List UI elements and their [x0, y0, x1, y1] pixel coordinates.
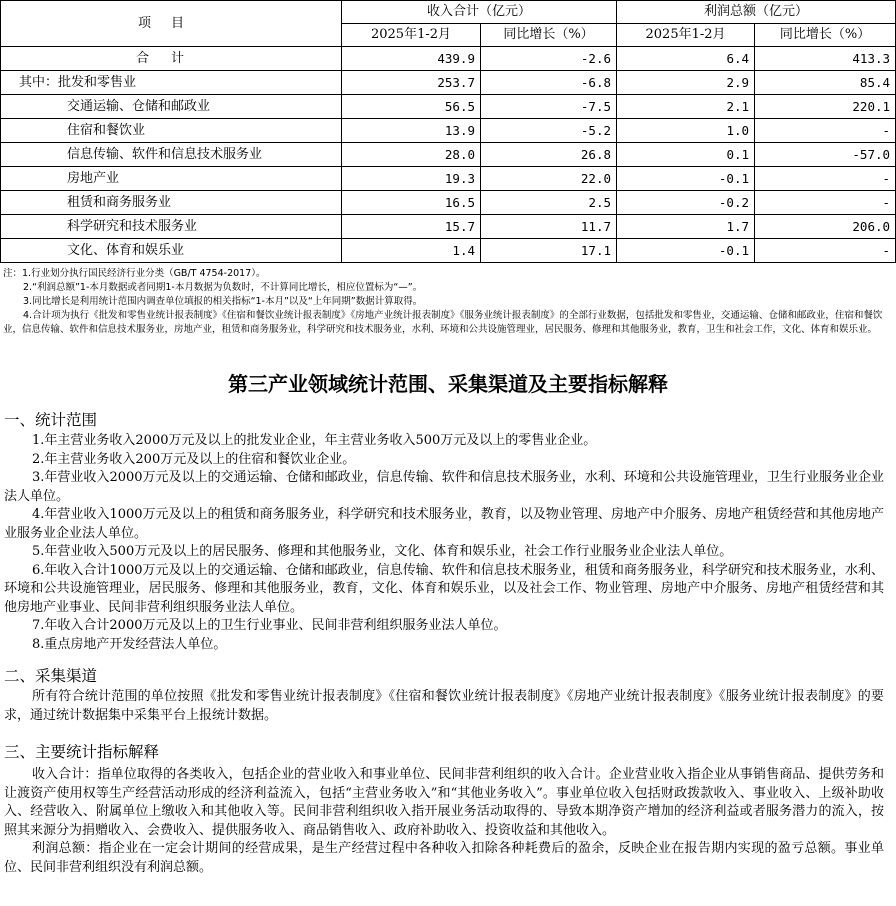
table-row — [1, 71, 896, 95]
row-label: 房地产业 — [1, 167, 342, 191]
profit-growth-cell: - — [755, 191, 896, 215]
income-growth-cell: 17.1 — [481, 239, 617, 263]
header-profit-growth: 同比增长（%） — [755, 24, 896, 47]
profit-cell: 2.1 — [617, 95, 755, 119]
income-growth-cell: -5.2 — [481, 119, 617, 143]
scope-item: 4.年营业收入1000万元及以上的租赁和商务服务业，科学研究和技术服务业，教育，以及物业管理、房地产中介服务、房地产租赁经营和其他房地产业服务业企业法人单位。 — [4, 507, 884, 541]
note-2: 2.“利润总额”1-本月数据或者同期1-本月数据为负数时，不计算同比增长，相应位置标为“—”。 — [23, 282, 423, 293]
table-row — [1, 215, 896, 239]
row-label: 租赁和商务服务业 — [1, 191, 342, 215]
section-scope-body — [4, 432, 884, 654]
scope-item: 7.年收入合计2000万元及以上的卫生行业事业、民间非营利组织服务业法人单位。 — [32, 618, 507, 633]
table-row — [1, 119, 896, 143]
income-growth-cell: 11.7 — [481, 215, 617, 239]
header-profit-period: 2025年1-2月 — [617, 24, 755, 47]
profit-growth-cell: 206.0 — [755, 215, 896, 239]
row-label: 信息传输、软件和信息技术服务业 — [1, 143, 342, 167]
scope-item: 2.年主营业务收入200万元及以上的住宿和餐饮业企业。 — [32, 451, 356, 467]
profit-growth-cell: - — [755, 239, 896, 263]
scope-item: 8.重点房地产开发经营法人单位。 — [32, 636, 227, 652]
section-heading-scope: 一、统计范围 — [4, 411, 98, 429]
table-row-total — [1, 47, 896, 71]
indicator-item: 利润总额：指企业在一定会计期间的经营成果，是生产经营过程中各种收入扣除各种耗费后的盈余，反映企业在报告期内实现的盈亏总额。事业单位、民间非营利组织没有利润总额。 — [4, 841, 884, 875]
income-cell: 16.5 — [342, 191, 481, 215]
profit-growth-cell: 220.1 — [755, 95, 896, 119]
profit-cell: 0.1 — [617, 143, 755, 167]
income-growth-cell: 26.8 — [481, 143, 617, 167]
income-growth-cell: -6.8 — [481, 71, 617, 95]
note-4: 4.合计项为执行《批发和零售业统计报表制度》《住宿和餐饮业统计报表制度》《房地产业统计报表制度》《服务业统计报表制度》的全部行业数据，包括批发和零售业，交通运输、仓储和邮政业，住宿和餐饮业，信息传输、软件和信息技术服务业，房地产业，租赁和商务服务业，科学研究和技术服务业，水利、环境和公共设施管理业，居民服务、修理和其他服务业，教育，卫生和社会工作，文化、体育和娱乐业。 — [3, 310, 883, 335]
scope-item: 3.年营业收入2000万元及以上的交通运输、仓储和邮政业，信息传输、软件和信息技术服务业，水利、环境和公共设施管理业，卫生行业服务业企业法人单位。 — [4, 470, 884, 504]
table-notes — [3, 267, 893, 337]
table-row — [1, 191, 896, 215]
indicator-item: 收入合计：指单位取得的各类收入，包括企业的营业收入和事业单位、民间非营利组织的收入合计。企业营业收入指企业从事销售商品、提供劳务和让渡资产使用权等生产经营活动形成的经济利益流入，包括“主营业务收入”和“其他业务收入”。事业单位收入包括财政拨款收入、事业收入、上级补助收入、经营收入、附属单位上缴收入和其他收入等。民间非营利组织收入指开展业务活动取得的、导致本期净资产增加的经济利益或者服务潜力的流入，按照其来源分为捐赠收入、会费收入、提供服务收入、商品销售收入、政府补助收入、投资收益和其他收入。 — [4, 767, 884, 838]
table-header-row — [1, 1, 896, 24]
row-label: 科学研究和技术服务业 — [1, 215, 342, 239]
header-item: 项目 — [1, 1, 342, 47]
profit-cell: -0.1 — [617, 239, 755, 263]
scope-item: 5.年营业收入500万元及以上的居民服务、修理和其他服务业，文化、体育和娱乐业，社会工作行业服务业企业法人单位。 — [32, 544, 733, 559]
section-channel-body — [4, 688, 884, 725]
income-growth-cell: -2.6 — [481, 47, 617, 71]
scope-item: 1.年主营业务收入2000万元及以上的批发业企业，年主营业务收入500万元及以上的零售业企业。 — [32, 433, 597, 448]
header-income-growth: 同比增长（%） — [481, 24, 617, 47]
row-label: 文化、体育和娱乐业 — [1, 239, 342, 263]
income-cell: 1.4 — [342, 239, 481, 263]
income-cell: 19.3 — [342, 167, 481, 191]
header-income-period: 2025年1-2月 — [342, 24, 481, 47]
row-label: 合计 — [1, 47, 342, 71]
header-profit-group: 利润总额（亿元） — [617, 1, 896, 24]
income-cell: 13.9 — [342, 119, 481, 143]
note-1: 注：1.行业划分执行国民经济行业分类（GB/T 4754-2017）。 — [3, 268, 266, 279]
profit-cell: -0.2 — [617, 191, 755, 215]
profit-cell: 2.9 — [617, 71, 755, 95]
section-heading-indicators: 三、主要统计指标解释 — [4, 743, 160, 761]
row-label: 交通运输、仓储和邮政业 — [1, 95, 342, 119]
income-cell: 28.0 — [342, 143, 481, 167]
income-cell: 15.7 — [342, 215, 481, 239]
profit-growth-cell: 85.4 — [755, 71, 896, 95]
row-label: 住宿和餐饮业 — [1, 119, 342, 143]
profit-cell: 1.7 — [617, 215, 755, 239]
income-cell: 253.7 — [342, 71, 481, 95]
profit-cell: -0.1 — [617, 167, 755, 191]
income-cell: 439.9 — [342, 47, 481, 71]
profit-growth-cell: - — [755, 167, 896, 191]
income-growth-cell: -7.5 — [481, 95, 617, 119]
scope-item: 6.年收入合计1000万元及以上的交通运输、仓储和邮政业，信息传输、软件和信息技术服务业，租赁和商务服务业，科学研究和技术服务业，水利、环境和公共设施管理业，居民服务、修理和其他服务业，教育，文化、体育和娱乐业，以及社会工作、物业管理、房地产中介服务、房地产租赁经营和其他房地产业事业、民间非营利组织服务业法人单位。 — [4, 562, 884, 615]
income-cell: 56.5 — [342, 95, 481, 119]
section-indicators-body — [4, 766, 884, 877]
table-row — [1, 143, 896, 167]
table-row — [1, 167, 896, 191]
statistics-table — [0, 0, 896, 263]
profit-cell: 6.4 — [617, 47, 755, 71]
profit-cell: 1.0 — [617, 119, 755, 143]
profit-growth-cell: -57.0 — [755, 143, 896, 167]
section-heading-channel: 二、采集渠道 — [4, 667, 98, 685]
header-income-group: 收入合计（亿元） — [342, 1, 617, 24]
table-row — [1, 95, 896, 119]
table-row — [1, 239, 896, 263]
row-label: 其中：批发和零售业 — [1, 71, 342, 95]
note-3: 3.同比增长是利用统计范围内调查单位填报的相关指标“1-本月”以及“上年同期”数据计算取得。 — [23, 296, 423, 307]
document-title: 第三产业领域统计范围、采集渠道及主要指标解释 — [228, 372, 668, 396]
income-growth-cell: 22.0 — [481, 167, 617, 191]
profit-growth-cell: - — [755, 119, 896, 143]
income-growth-cell: 2.5 — [481, 191, 617, 215]
channel-text: 所有符合统计范围的单位按照《批发和零售业统计报表制度》《住宿和餐饮业统计报表制度》《房地产业统计报表制度》《服务业统计报表制度》的要求，通过统计数据集中采集平台上报统计数据。 — [4, 689, 884, 723]
profit-growth-cell: 413.3 — [755, 47, 896, 71]
